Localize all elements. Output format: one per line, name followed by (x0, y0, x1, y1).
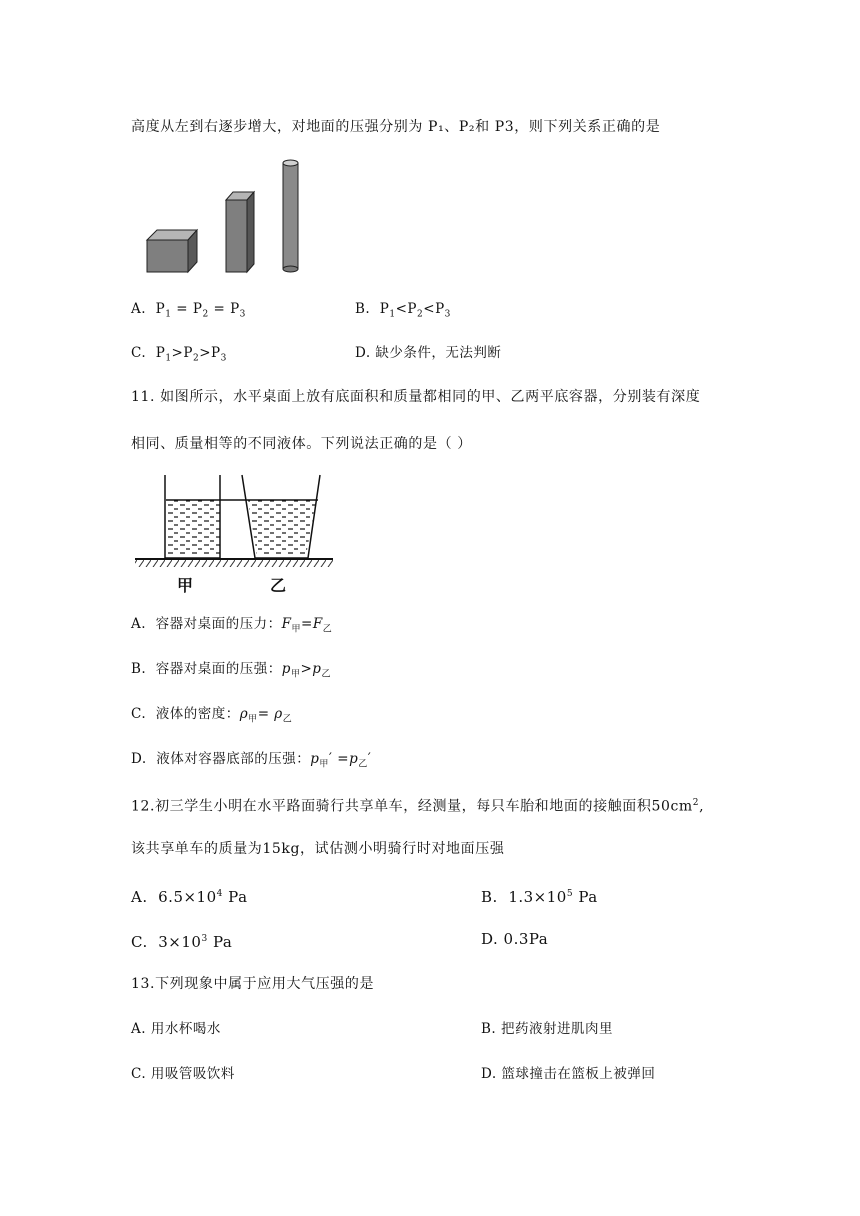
q10-stem: 高度从左到右逐步增大，对地面的压强分别为 P₁、P₂和 P3，则下列关系正确的是 (131, 119, 661, 135)
cylinder-shape (283, 160, 298, 272)
q11-option-c[interactable]: C. 液体的密度：$\rho_甲= \rho_乙$ (131, 706, 293, 725)
q10-option-b[interactable]: B. $P_1<P_2<P_3$ (355, 301, 451, 320)
q11-stem-line1: 11. 如图所示，水平桌面上放有底面积和质量都相同的甲、乙两平底容器，分别装有深度 (131, 389, 701, 405)
cube-shape (147, 230, 197, 272)
q13-option-b[interactable]: B. 把药液射进肌肉里 (481, 1021, 614, 1037)
q12-option-b[interactable]: B. $1.3\times 10^5$ Pa (481, 888, 598, 906)
q12-option-d[interactable]: D. 0.3Pa (481, 930, 549, 948)
q12-option-c[interactable]: C. $3\times 10^3$ Pa (131, 933, 233, 951)
container-jia (165, 475, 220, 558)
table-hatch (135, 560, 333, 567)
q13-option-a[interactable]: A. 用水杯喝水 (131, 1021, 221, 1037)
label-jia: 甲 (177, 576, 194, 595)
q11-containers-figure (130, 470, 335, 600)
q13-stem: 13.下列现象中属于应用大气压强的是 (131, 976, 375, 992)
q13-option-d[interactable]: D. 篮球撞击在篮板上被弹回 (481, 1066, 656, 1082)
q12-option-a[interactable]: A. $6.5\times 10^4$ Pa (131, 888, 248, 906)
q11-option-b[interactable]: B. 容器对桌面的压强：$p_甲>p_乙$ (131, 661, 331, 680)
q10-solids-figure (140, 155, 310, 280)
q10-option-a[interactable]: A. $P_1 = P_2 = P_3$ (131, 301, 246, 320)
prism-shape (226, 192, 254, 272)
q10-option-d[interactable]: D. 缺少条件，无法判断 (355, 345, 502, 361)
q11-stem-line2: 相同、质量相等的不同液体。下列说法正确的是（ ） (131, 436, 472, 452)
container-yi (242, 475, 320, 558)
q11-option-a[interactable]: A. 容器对桌面的压力：$F_甲=F_乙$ (131, 616, 333, 635)
q12-stem-line2: 该共享单车的质量为15kg，试估测小明骑行时对地面压强 (131, 841, 505, 857)
q11-option-d[interactable]: D. 液体对容器底部的压强：$p_甲' =p_乙'$ (131, 751, 372, 770)
label-yi: 乙 (270, 576, 287, 595)
q13-option-c[interactable]: C. 用吸管吸饮料 (131, 1066, 235, 1082)
q12-stem-line1: 12.初三学生小明在水平路面骑行共享单车，经测量，每只车胎和地面的接触面积$50cm^2$, (131, 798, 705, 815)
q10-option-c[interactable]: C. $P_1>P_2>P_3$ (131, 345, 227, 364)
